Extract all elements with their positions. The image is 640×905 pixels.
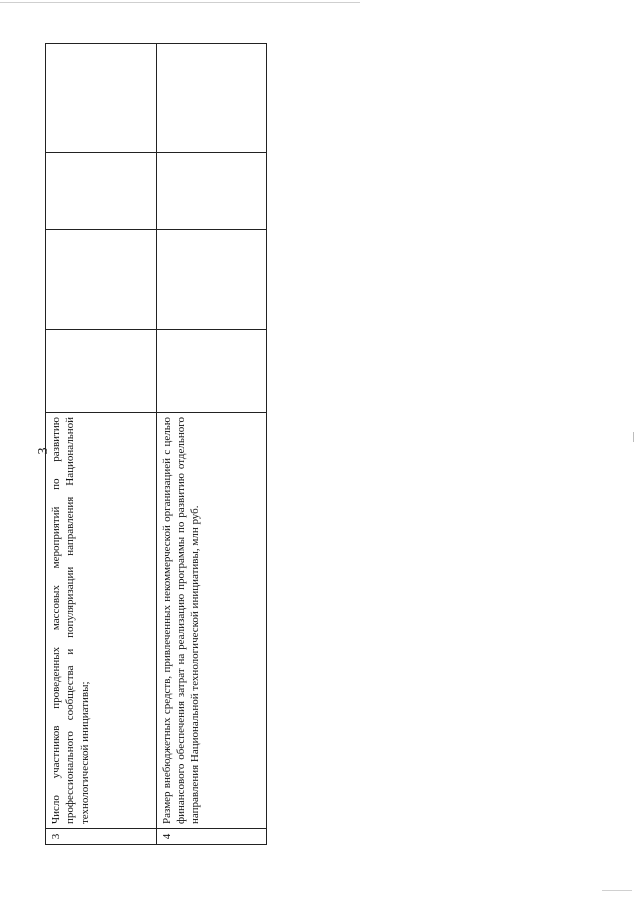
indicator-description: Размер внебюджетных средств, привлеченных некоммерческой организацией с целью финансового обеспечения затрат на реализацию программы по развитию отдельного направления Национальной технологической инициативы, млн руб. — [156, 413, 267, 829]
value-cell — [46, 230, 157, 330]
table-row — [156, 44, 267, 845]
table-row — [46, 44, 157, 845]
row-number: 4 — [156, 829, 267, 845]
page-number: 3 — [36, 447, 51, 455]
value-cell — [46, 44, 157, 153]
indicator-description: Число участников проведенных массовых мероприятий по развитию профессионального сообщества и популяризации направления Национальной технологической инициативы; — [46, 413, 157, 829]
value-cell — [156, 153, 267, 230]
value-cell — [156, 330, 267, 413]
value-cell — [46, 330, 157, 413]
indicators-table — [45, 43, 267, 845]
value-cell — [156, 44, 267, 153]
value-cell — [156, 230, 267, 330]
row-number: 3 — [46, 829, 157, 845]
value-cell — [46, 153, 157, 230]
